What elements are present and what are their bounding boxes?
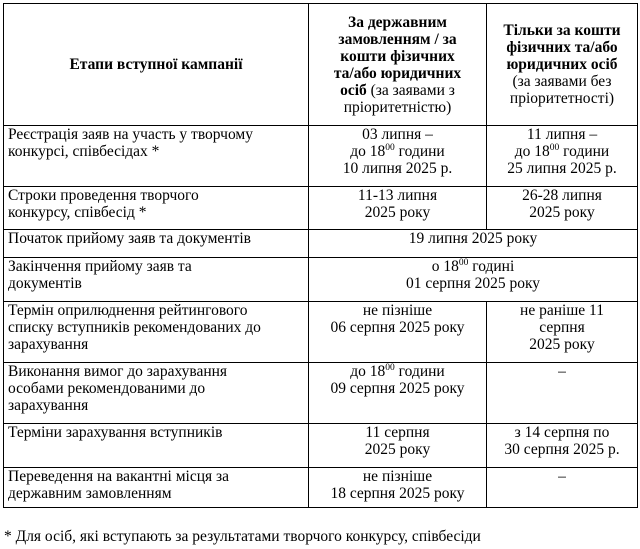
cell-text: з 14 серпня по — [514, 424, 610, 441]
cell-text: 01 серпня 2025 року — [405, 275, 541, 292]
cell-text: 25 липня 2025 р. — [507, 160, 617, 177]
cell-text: 2025 року — [529, 204, 595, 221]
cell-text-part: до 18 — [514, 143, 550, 160]
cell-text — [312, 143, 483, 160]
cell-text: 26-28 липня — [522, 187, 602, 204]
header-col1-line: За державним — [348, 13, 447, 31]
merged-cell: 19 липня 2025 року — [309, 230, 638, 258]
stage-cell — [4, 126, 309, 187]
stage-text: зарахування — [8, 397, 89, 414]
private-funds-cell — [487, 126, 638, 187]
stage-text: конкурсу, співбесід * — [8, 204, 147, 221]
cell-text: не пізніше — [362, 302, 433, 319]
table-header-row — [4, 4, 638, 126]
header-col2-line: Тільки за кошти — [503, 22, 621, 39]
merged-cell — [309, 258, 638, 302]
private-funds-cell: – — [487, 468, 638, 508]
cell-text: не раніше 11 — [520, 302, 604, 319]
stage-text: особами рекомендованими до — [8, 380, 206, 397]
cell-text: 10 липня 2025 р. — [342, 160, 453, 177]
state-order-cell — [309, 126, 487, 187]
header-col2-note: (за заявами без — [512, 73, 612, 90]
state-order-cell — [309, 468, 487, 508]
cell-text: 06 серпня 2025 року — [330, 319, 465, 336]
cell-text-part: до 18 — [350, 363, 386, 380]
stage-text: Термін оприлюднення рейтингового — [8, 302, 248, 319]
table-row — [4, 363, 638, 424]
stage-text: Строки проведення творчого — [8, 187, 199, 204]
stage-text: державним замовленням — [8, 485, 172, 502]
stage-text: Переведення на вакантні місця за — [8, 468, 230, 485]
admission-schedule-table — [3, 3, 638, 508]
cell-text — [312, 258, 634, 275]
table-row — [4, 230, 638, 258]
state-order-cell — [309, 302, 487, 363]
stage-cell — [4, 468, 309, 508]
cell-text-part: години — [559, 143, 610, 160]
cell-text: не пізніше — [362, 468, 433, 485]
cell-text — [490, 143, 634, 160]
cell-text: 09 серпня 2025 року — [330, 380, 465, 397]
stage-cell: Початок прийому заяв та документів — [4, 230, 309, 258]
header-col1-line: та/або юридичних — [333, 64, 462, 82]
stage-cell — [4, 258, 309, 302]
header-col2-line: юридичних осіб — [506, 56, 618, 73]
private-funds-cell — [487, 187, 638, 230]
stage-cell — [4, 187, 309, 230]
header-col1-line: кошти фізичних — [340, 47, 455, 65]
cell-text-part: до 18 — [350, 143, 386, 160]
header-col2-note: пріоритетності) — [509, 90, 615, 107]
table-row — [4, 424, 638, 468]
cell-text: 30 серпня 2025 р. — [504, 441, 620, 458]
header-col1-note: (за заявами з — [370, 81, 455, 99]
cell-text: 11 серпня — [365, 424, 430, 441]
table-row — [4, 187, 638, 230]
cell-text: 2025 року — [364, 441, 431, 458]
table-row — [4, 126, 638, 187]
cell-text: 11 липня – — [526, 126, 598, 143]
header-col1-line: замовленням / за — [338, 30, 457, 48]
stage-cell — [4, 302, 309, 363]
table-row — [4, 468, 638, 508]
cell-text-part: години — [394, 143, 445, 160]
header-col1-line: осіб — [340, 81, 367, 99]
state-order-cell — [309, 187, 487, 230]
cell-text: 2025 року — [364, 204, 431, 221]
private-funds-cell — [487, 302, 638, 363]
stage-text: списку вступників рекомендованих до — [8, 319, 261, 336]
superscript: 00 — [458, 258, 469, 268]
private-funds-cell — [487, 424, 638, 468]
superscript: 00 — [549, 143, 560, 153]
stage-text: Реєстрація заяв на участь у творчому — [8, 126, 253, 143]
header-private-funds — [487, 4, 638, 126]
stage-text: зарахування — [8, 336, 89, 353]
cell-text-part: о 18 — [431, 258, 459, 275]
footnote: * Для осіб, які вступають за результатами творчого конкурсу, співбесіди — [4, 528, 481, 545]
cell-text-part: годині — [468, 258, 515, 275]
cell-text: 11-13 липня — [357, 187, 438, 204]
stage-text: Виконання вимог до зарахування — [8, 363, 228, 380]
stage-cell — [4, 363, 309, 424]
header-col2-line: фізичних та/або — [506, 39, 618, 56]
stage-text: Закінчення прийому заяв та — [8, 258, 192, 275]
superscript: 00 — [385, 363, 395, 373]
table-row — [4, 302, 638, 363]
state-order-cell — [309, 424, 487, 468]
cell-text: 18 серпня 2025 року — [330, 485, 465, 502]
stage-text: конкурсі, співбесідах * — [8, 143, 160, 160]
header-col1-note: пріоритетністю) — [343, 98, 452, 116]
header-stages: Етапи вступної кампанії — [4, 4, 309, 126]
cell-text: 03 липня – — [362, 126, 433, 143]
stage-cell: Терміни зарахування вступників — [4, 424, 309, 468]
table-row — [4, 258, 638, 302]
cell-text: 2025 року — [529, 336, 595, 353]
state-order-cell — [309, 363, 487, 424]
cell-text-part: години — [394, 363, 445, 380]
private-funds-cell: – — [487, 363, 638, 424]
stage-text: документів — [8, 275, 82, 292]
cell-text — [312, 363, 483, 380]
cell-text: серпня — [539, 319, 585, 336]
header-state-order — [309, 4, 487, 126]
superscript: 00 — [385, 143, 395, 153]
